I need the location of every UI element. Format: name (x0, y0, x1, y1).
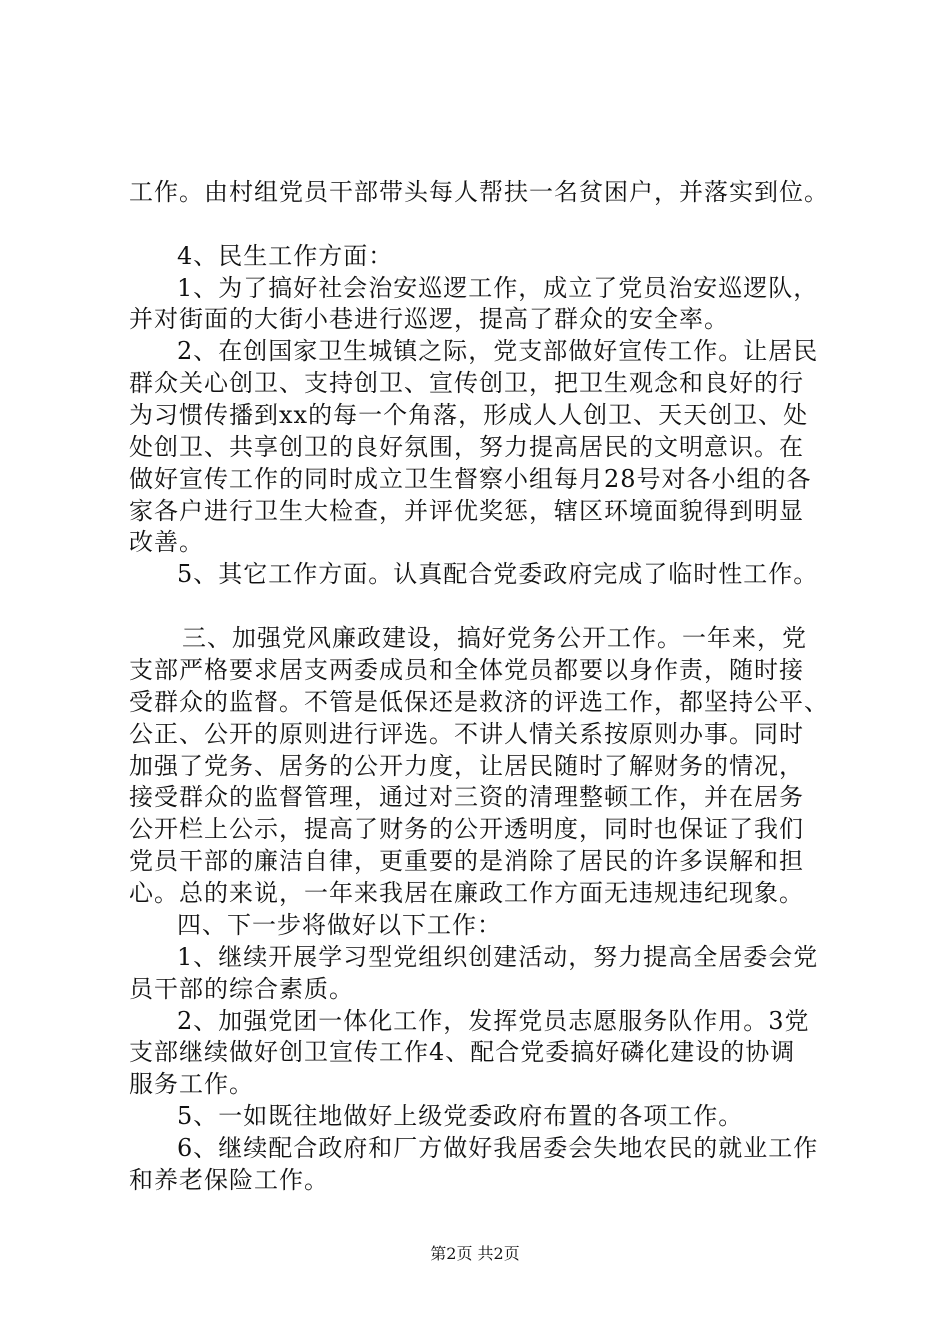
text-line: 工作。由村组党员干部带头每人帮扶一名贫困户，并落实到位。 (129, 178, 829, 206)
text-line: 员干部的综合素质。 (129, 975, 354, 1003)
text-line: 5、一如既往地做好上级党委政府布置的各项工作。 (177, 1102, 744, 1130)
text-line: 处创卫、共享创卫的良好氛围，努力提高居民的文明意识。在 (129, 433, 804, 461)
text-line: 做好宣传工作的同时成立卫生督察小组每月28号对各小组的各 (129, 465, 812, 493)
text-line: 改善。 (129, 528, 204, 556)
text-line: 群众关心创卫、支持创卫、宣传创卫，把卫生观念和良好的行 (129, 369, 804, 397)
text-line: 加强了党务、居务的公开力度，让居民随时了解财务的情况， (129, 752, 804, 780)
text-line: 四、下一步将做好以下工作： (177, 911, 502, 939)
text-line: 5、其它工作方面。认真配合党委政府完成了临时性工作。 (177, 560, 819, 588)
page-number-footer: 第2页 共2页 (430, 1244, 520, 1263)
text-line: 心。总的来说，一年来我居在廉政工作方面无违规违纪现象。 (129, 879, 804, 907)
text-line: 公正、公开的原则进行评选。不讲人情关系按原则办事。同时 (129, 720, 804, 748)
text-line: 2、加强党团一体化工作，发挥党员志愿服务队作用。3党 (177, 1007, 810, 1035)
text-line: 为习惯传播到xx的每一个角落，形成人人创卫、天天创卫、处 (129, 401, 809, 429)
text-line: 党员干部的廉洁自律，更重要的是消除了居民的许多误解和担 (129, 847, 804, 875)
text-line: 接受群众的监督管理，通过对三资的清理整顿工作，并在居务 (129, 783, 804, 811)
text-line: 1、继续开展学习型党组织创建活动，努力提高全居委会党 (177, 943, 819, 971)
text-line: 支部严格要求居支两委成员和全体党员都要以身作责，随时接 (129, 656, 804, 684)
text-line: 4、民生工作方面： (177, 242, 394, 270)
text-line: 受群众的监督。不管是低保还是救济的评选工作，都坚持公平、 (129, 688, 829, 716)
text-line: 服务工作。 (129, 1070, 254, 1098)
text-line: 公开栏上公示，提高了财务的公开透明度，同时也保证了我们 (129, 815, 804, 843)
text-line: 三、加强党风廉政建设，搞好党务公开工作。一年来，党 (182, 624, 807, 652)
text-line: 和养老保险工作。 (129, 1166, 329, 1194)
text-line: 家各户进行卫生大检查，并评优奖惩，辖区环境面貌得到明显 (129, 497, 804, 525)
text-line: 并对街面的大街小巷进行巡逻，提高了群众的安全率。 (129, 305, 729, 333)
text-line: 6、继续配合政府和厂方做好我居委会失地农民的就业工作 (177, 1134, 819, 1162)
text-line: 支部继续做好创卫宣传工作4、配合党委搞好磷化建设的协调 (129, 1038, 796, 1066)
text-line: 2、在创国家卫生城镇之际，党支部做好宣传工作。让居民 (177, 337, 819, 365)
text-line: 1、为了搞好社会治安巡逻工作，成立了党员治安巡逻队， (177, 274, 819, 302)
